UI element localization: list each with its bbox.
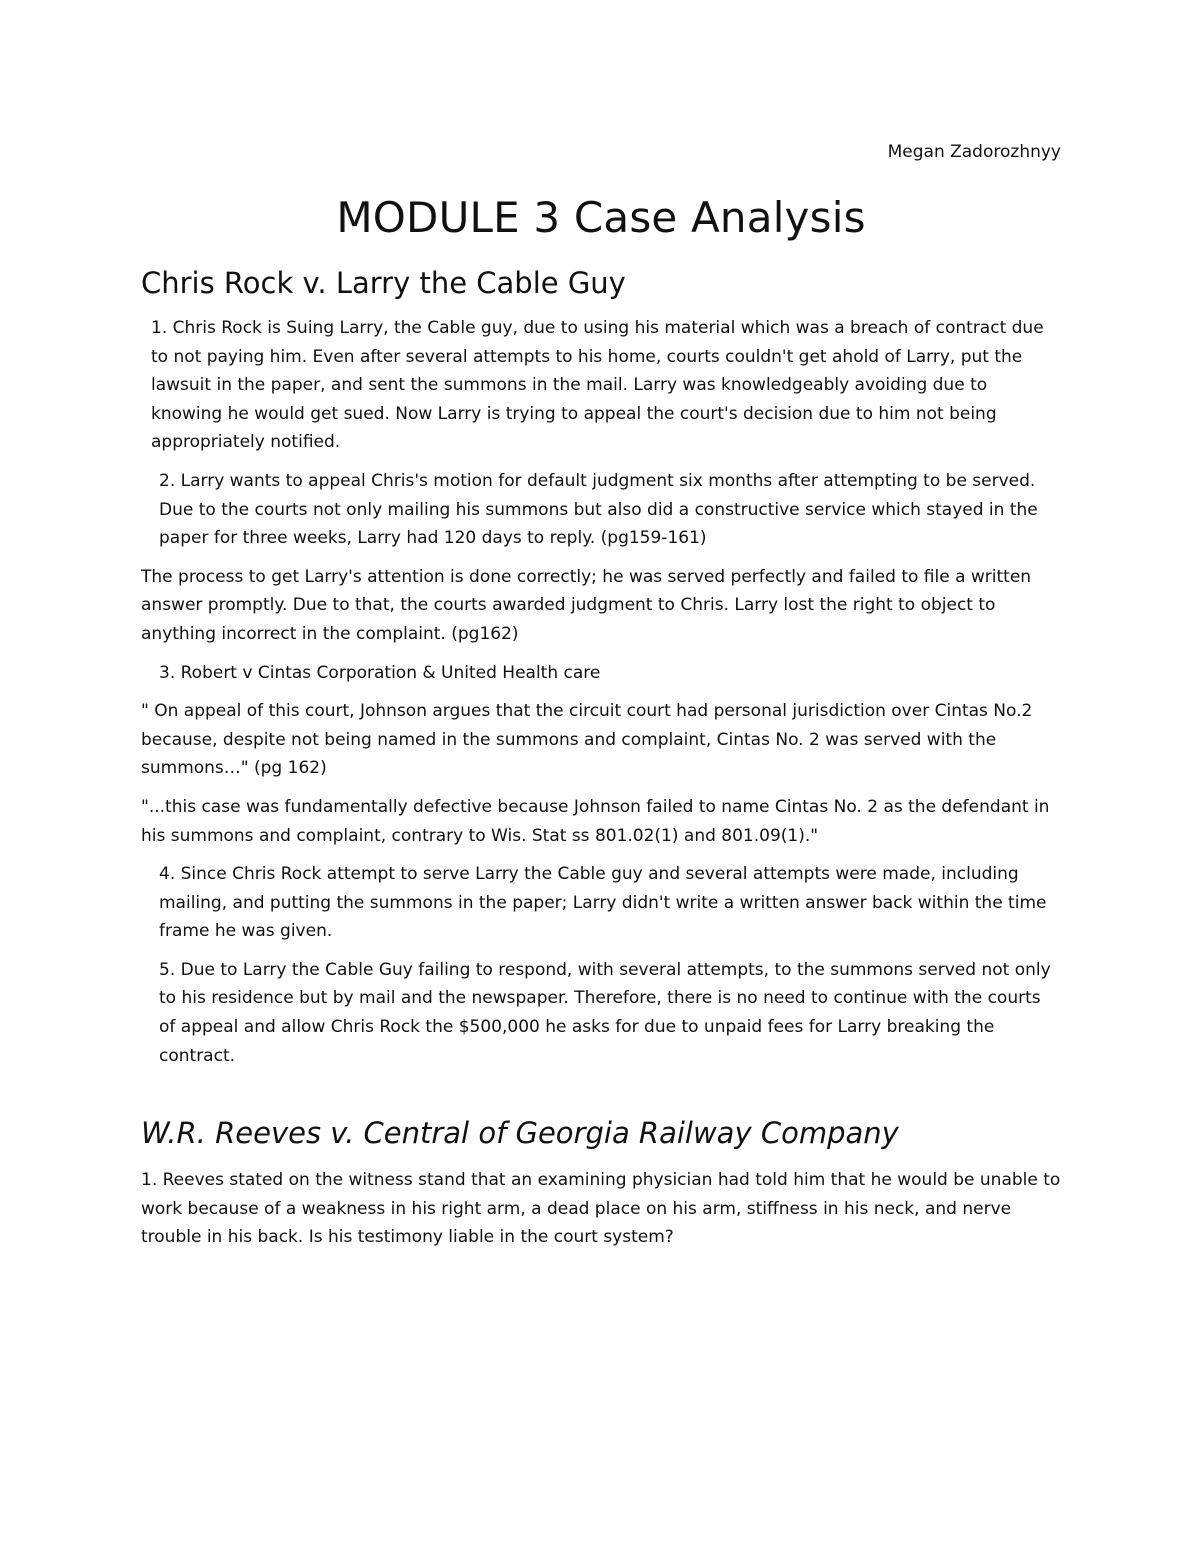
case1-quote-1: " On appeal of this court, Johnson argues that the circuit court had personal jurisdiction over Cintas No.2 because, despite not being named in the summons and complaint, Cintas No. 2 was served with the summons…" (pg 162) xyxy=(141,701,1033,779)
case2-point-1: 1. Reeves stated on the witness stand that an examining physician had told him that he would be unable to work because of a weakness in his right arm, a dead place on his arm, stiffness in his neck, and nerve trouble in his back. Is his testimony liable in the court system? xyxy=(141,1170,1061,1248)
case1-point-1: 1. Chris Rock is Suing Larry, the Cable guy, due to using his material which was a breach of contract due to not paying him. Even after several attempts to his home, courts couldn't get ahold of Larry, put the lawsuit in the paper, and sent the summons in the mail. Larry was knowledgeably avoiding due to knowing he would get sued. Now Larry is trying to appeal the court's decision due to him not being appropriately notified. xyxy=(151,318,1044,453)
case-heading-reeves: W.R. Reeves v. Central of Georgia Railway Company xyxy=(141,1116,899,1151)
document-page xyxy=(141,140,1061,1262)
case1-point-3: 3. Robert v Cintas Corporation & United Health care xyxy=(159,662,601,683)
case1-quote-2: "...this case was fundamentally defective because Johnson failed to name Cintas No. 2 as the defendant in his summons and complaint, contrary to Wis. Stat ss 801.02(1) and 801.09(1)." xyxy=(141,796,1050,846)
document-title: MODULE 3 Case Analysis xyxy=(336,193,866,242)
author-name: Megan Zadorozhnyy xyxy=(887,142,1061,162)
case1-point-2: 2. Larry wants to appeal Chris's motion for default judgment six months after attempting to be served. Due to the courts not only mailing his summons but also did a constructive service which stayed in the paper for three weeks, Larry had 120 days to reply. (pg159-161) xyxy=(159,470,1038,549)
case1-point-5: 5. Due to Larry the Cable Guy failing to respond, with several attempts, to the summons served not only to his residence but by mail and the newspaper. Therefore, there is no need to continue with the courts of appeal and allow Chris Rock the $500,000 he asks for due to unpaid fees for Larry breaking the contract. xyxy=(159,959,1051,1066)
case-heading-chris-rock: Chris Rock v. Larry the Cable Guy xyxy=(141,266,626,300)
case1-point-4: 4. Since Chris Rock attempt to serve Larry the Cable guy and several attempts were made, including mailing, and putting the summons in the paper; Larry didn't write a written answer back within the time frame he was given. xyxy=(159,864,1047,942)
case1-process-paragraph: The process to get Larry's attention is done correctly; he was served perfectly and failed to file a written answer promptly. Due to that, the courts awarded judgment to Chris. Larry lost the right to object to anything incorrect in the complaint. (pg162) xyxy=(141,566,1032,644)
